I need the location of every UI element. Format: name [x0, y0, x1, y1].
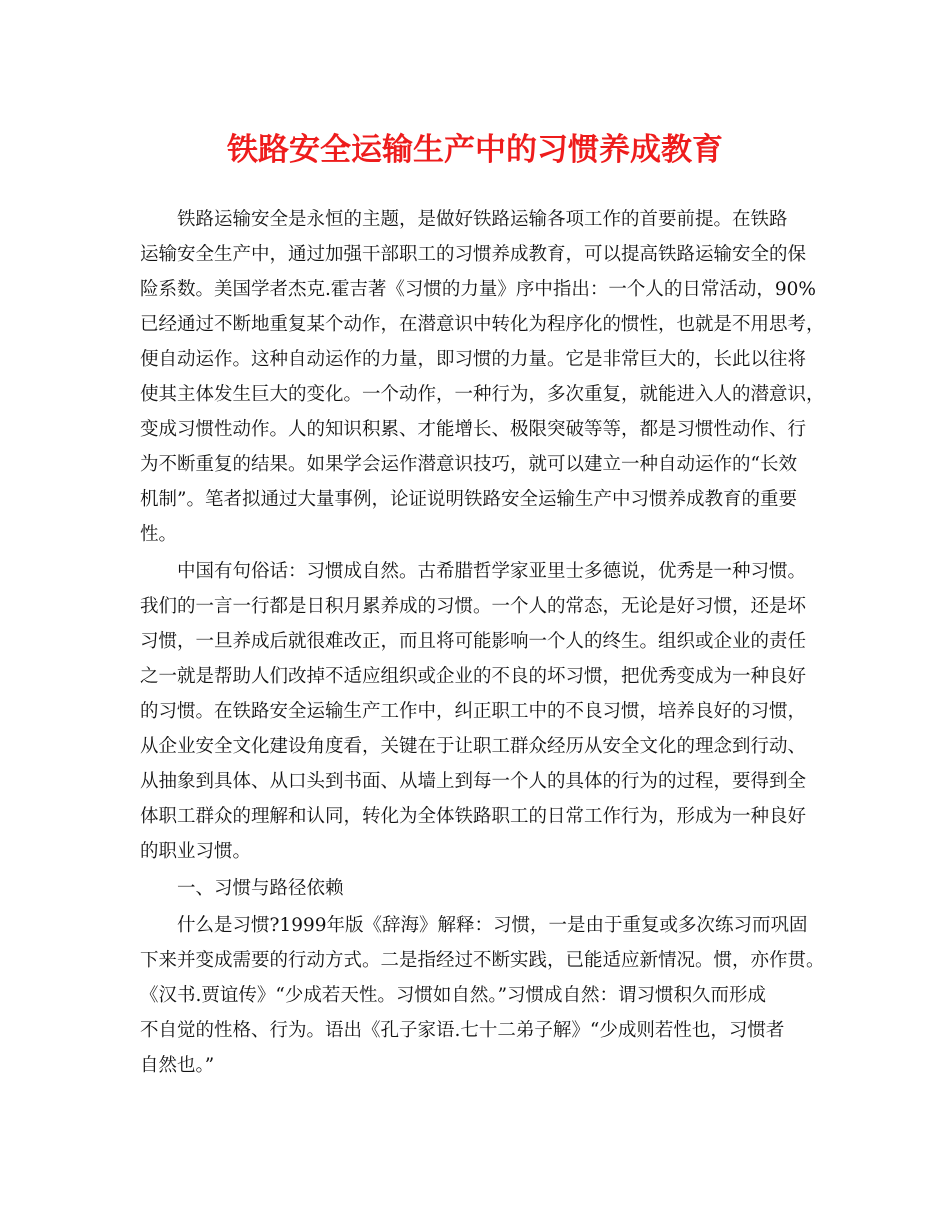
text-line: 的职业习惯。	[140, 841, 252, 862]
text-line: 已经通过不断地重复某个动作，在潜意识中转化为程序化的惯性，也就是不用思考，	[140, 314, 825, 335]
section-heading: 一、习惯与路径依赖	[177, 878, 344, 899]
text-line: 从抽象到具体、从口头到书面、从墙上到每一个人的具体的行为的过程，要得到全	[140, 771, 807, 792]
text-line: 性。	[140, 524, 178, 545]
text-line: 中国有句俗话：习惯成自然。古希腊哲学家亚里士多德说，优秀是一种习惯。	[177, 561, 807, 582]
text-line: 我们的一言一行都是日积月累养成的习惯。一个人的常态，无论是好习惯，还是坏	[140, 596, 807, 617]
text-line: 使其主体发生巨大的变化。一个动作，一种行为，多次重复，就能进入人的潜意识，	[140, 384, 825, 405]
text-line: 体职工群众的理解和认同，转化为全体铁路职工的日常工作行为，形成为一种良好	[140, 806, 807, 827]
text-line: 从企业安全文化建设角度看，关键在于让职工群众经历从安全文化的理念到行动、	[140, 736, 807, 757]
text-line: 运输安全生产中，通过加强干部职工的习惯养成教育，可以提高铁路运输安全的保	[140, 244, 807, 265]
text-line: 自然也。”	[140, 1055, 215, 1076]
document-title: 铁路安全运输生产中的习惯养成教育	[227, 132, 723, 168]
text-line: 什么是习惯?1999年版《辞海》解释：习惯，一是由于重复或多次练习而巩固	[177, 915, 808, 936]
text-line: 《汉书.贾谊传》“少成若天性。习惯如自然。”习惯成自然：谓习惯积久而形成	[140, 985, 767, 1006]
text-line: 的习惯。在铁路安全运输生产工作中，纠正职工中的不良习惯，培养良好的习惯，	[140, 701, 807, 722]
text-line: 铁路运输安全是永恒的主题，是做好铁路运输各项工作的首要前提。在铁路	[177, 209, 788, 230]
text-line: 便自动运作。这种自动运作的力量，即习惯的力量。它是非常巨大的，长此以往将	[140, 349, 807, 370]
text-line: 不自觉的性格、行为。语出《孔子家语.七十二弟子解》“少成则若性也，习惯者	[140, 1020, 785, 1041]
text-line: 变成习惯性动作。人的知识积累、才能增长、极限突破等等，都是习惯性动作、行	[140, 419, 807, 440]
text-line: 为不断重复的结果。如果学会运作潜意识技巧，就可以建立一种自动运作的“长效	[140, 454, 797, 475]
text-line: 下来并变成需要的行动方式。二是指经过不断实践，已能适应新情况。惯，亦作贯。	[140, 950, 825, 971]
text-line: 习惯，一旦养成后就很难改正，而且将可能影响一个人的终生。组织或企业的责任	[140, 631, 807, 652]
text-line: 险系数。美国学者杰克.霍吉著《习惯的力量》序中指出：一个人的日常活动，90%	[140, 279, 817, 300]
text-line: 机制”。笔者拟通过大量事例，论证说明铁路安全运输生产中习惯养成教育的重要	[140, 489, 797, 510]
text-line: 之一就是帮助人们改掉不适应组织或企业的不良的坏习惯，把优秀变成为一种良好	[140, 666, 807, 687]
